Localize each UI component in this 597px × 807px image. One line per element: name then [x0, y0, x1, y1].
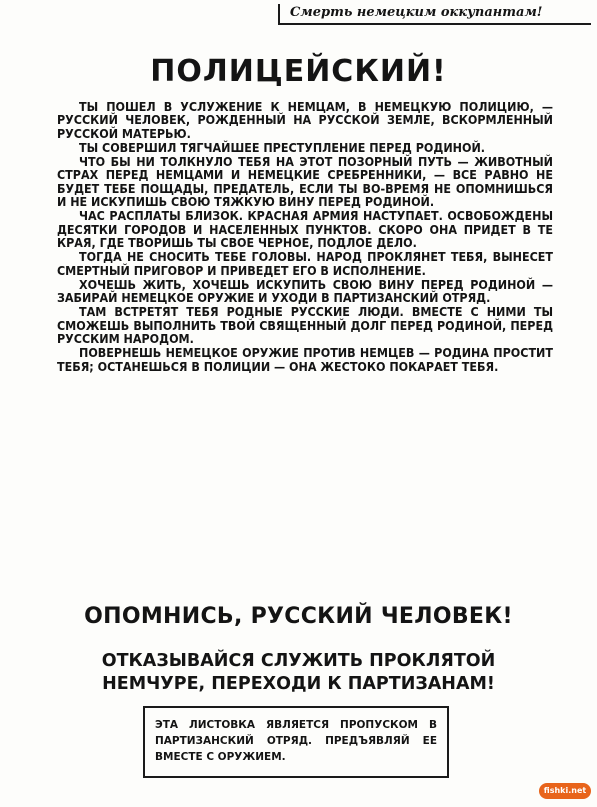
- body-text: [57, 100, 553, 374]
- slogan-line-3: НЕМЧУРЕ, ПЕРЕХОДИ К ПАРТИЗАНАМ!: [102, 674, 495, 694]
- page-title: ПОЛИЦЕЙСКИЙ!: [150, 54, 447, 89]
- slogan-line-2: ОТКАЗЫВАЙСЯ СЛУЖИТЬ ПРОКЛЯТОЙ: [101, 651, 496, 671]
- paragraph-7: ТАМ ВСТРЕТЯТ ТЕБЯ РОДНЫЕ РУССКИЕ ЛЮДИ. ВМЕСТЕ С НИМИ ТЫ СМОЖЕШЬ ВЫПОЛНИТЬ ТВОЙ СВЯЩЕННЫЙ ДОЛГ ПЕРЕД РОДИНОЙ, ПЕРЕД РУССКИМ НАРОДОМ.: [57, 304, 553, 347]
- slogan-subheadline: [0, 650, 597, 696]
- paragraph-1: ТЫ ПОШЕЛ В УСЛУЖЕНИЕ К НЕМЦАМ, В НЕМЕЦКУЮ ПОЛИЦИЮ, — РУССКИЙ ЧЕЛОВЕК, РОЖДЕННЫЙ НА РУССКОЙ ЗЕМЛЕ, ВСКОРМЛЕННЫЙ РУССКОЙ МАТЕРЬЮ.: [57, 99, 553, 141]
- paragraph-5: ТОГДА НЕ СНОСИТЬ ТЕБЕ ГОЛОВЫ. НАРОД ПРОКЛЯНЕТ ТЕБЯ, ВЫНЕСЕТ СМЕРТНЫЙ ПРИГОВОР И ПРИВЕДЕТ ЕГО В ИСПОЛНЕНИЕ.: [57, 249, 553, 278]
- paragraph-3: ЧТО БЫ НИ ТОЛКНУЛО ТЕБЯ НА ЭТОТ ПОЗОРНЫЙ ПУТЬ — ЖИВОТНЫЙ СТРАХ ПЕРЕД НЕМЦАМИ И НЕМЕЦКИЕ СРЕБРЕННИКИ, — ВСЕ РАВНО НЕ БУДЕТ ТЕБЕ ПОЩАДЫ, ПРЕДАТЕЛЬ, ЕСЛИ ТЫ ВО-ВРЕМЯ НЕ ОПОМНИШЬСЯ И НЕ ИСКУПИШЬ СВОЮ ТЯЖКУЮ ВИНУ ПЕРЕД РОДИНОЙ.: [57, 154, 553, 210]
- paragraph-4: ЧАС РАСПЛАТЫ БЛИЗОК. КРАСНАЯ АРМИЯ НАСТУПАЕТ. ОСВОБОЖДЕНЫ ДЕСЯТКИ ГОРОДОВ И НАСЕЛЕННЫХ ПУНКТОВ. СКОРО ОНА ПРИДЕТ В ТЕ КРАЯ, ГДЕ ТВОРИШЬ ТЫ СВОЕ ЧЕРНОЕ, ПОДЛОЕ ДЕЛО.: [57, 208, 553, 250]
- pass-notice-box: ЭТА ЛИСТОВКА ЯВЛЯЕТСЯ ПРОПУСКОМ В ПАРТИЗАНСКИЙ ОТРЯД. ПРЕДЪЯВЛЯЙ ЕЕ ВМЕСТЕ С ОРУЖИЕМ.: [143, 706, 449, 778]
- top-banner: Смерть немецким оккупантам!: [278, 4, 591, 25]
- paragraph-2: ТЫ СОВЕРШИЛ ТЯГЧАЙШЕЕ ПРЕСТУПЛЕНИЕ ПЕРЕД РОДИНОЙ.: [79, 139, 486, 155]
- slogan-headline: ОПОМНИСЬ, РУССКИЙ ЧЕЛОВЕК!: [84, 604, 513, 629]
- paragraph-8: ПОВЕРНЕШЬ НЕМЕЦКОЕ ОРУЖИЕ ПРОТИВ НЕМЦЕВ — РОДИНА ПРОСТИТ ТЕБЯ; ОСТАНЕШЬСЯ В ПОЛИЦИИ — ОНА ЖЕСТОКО ПОКАРАЕТ ТЕБЯ.: [57, 345, 553, 374]
- watermark-logo: fishki.net: [539, 783, 591, 799]
- paragraph-6: ХОЧЕШЬ ЖИТЬ, ХОЧЕШЬ ИСКУПИТЬ СВОЮ ВИНУ ПЕРЕД РОДИНОЙ — ЗАБИРАЙ НЕМЕЦКОЕ ОРУЖИЕ И УХОДИ В ПАРТИЗАНСКИЙ ОТРЯД.: [57, 276, 553, 306]
